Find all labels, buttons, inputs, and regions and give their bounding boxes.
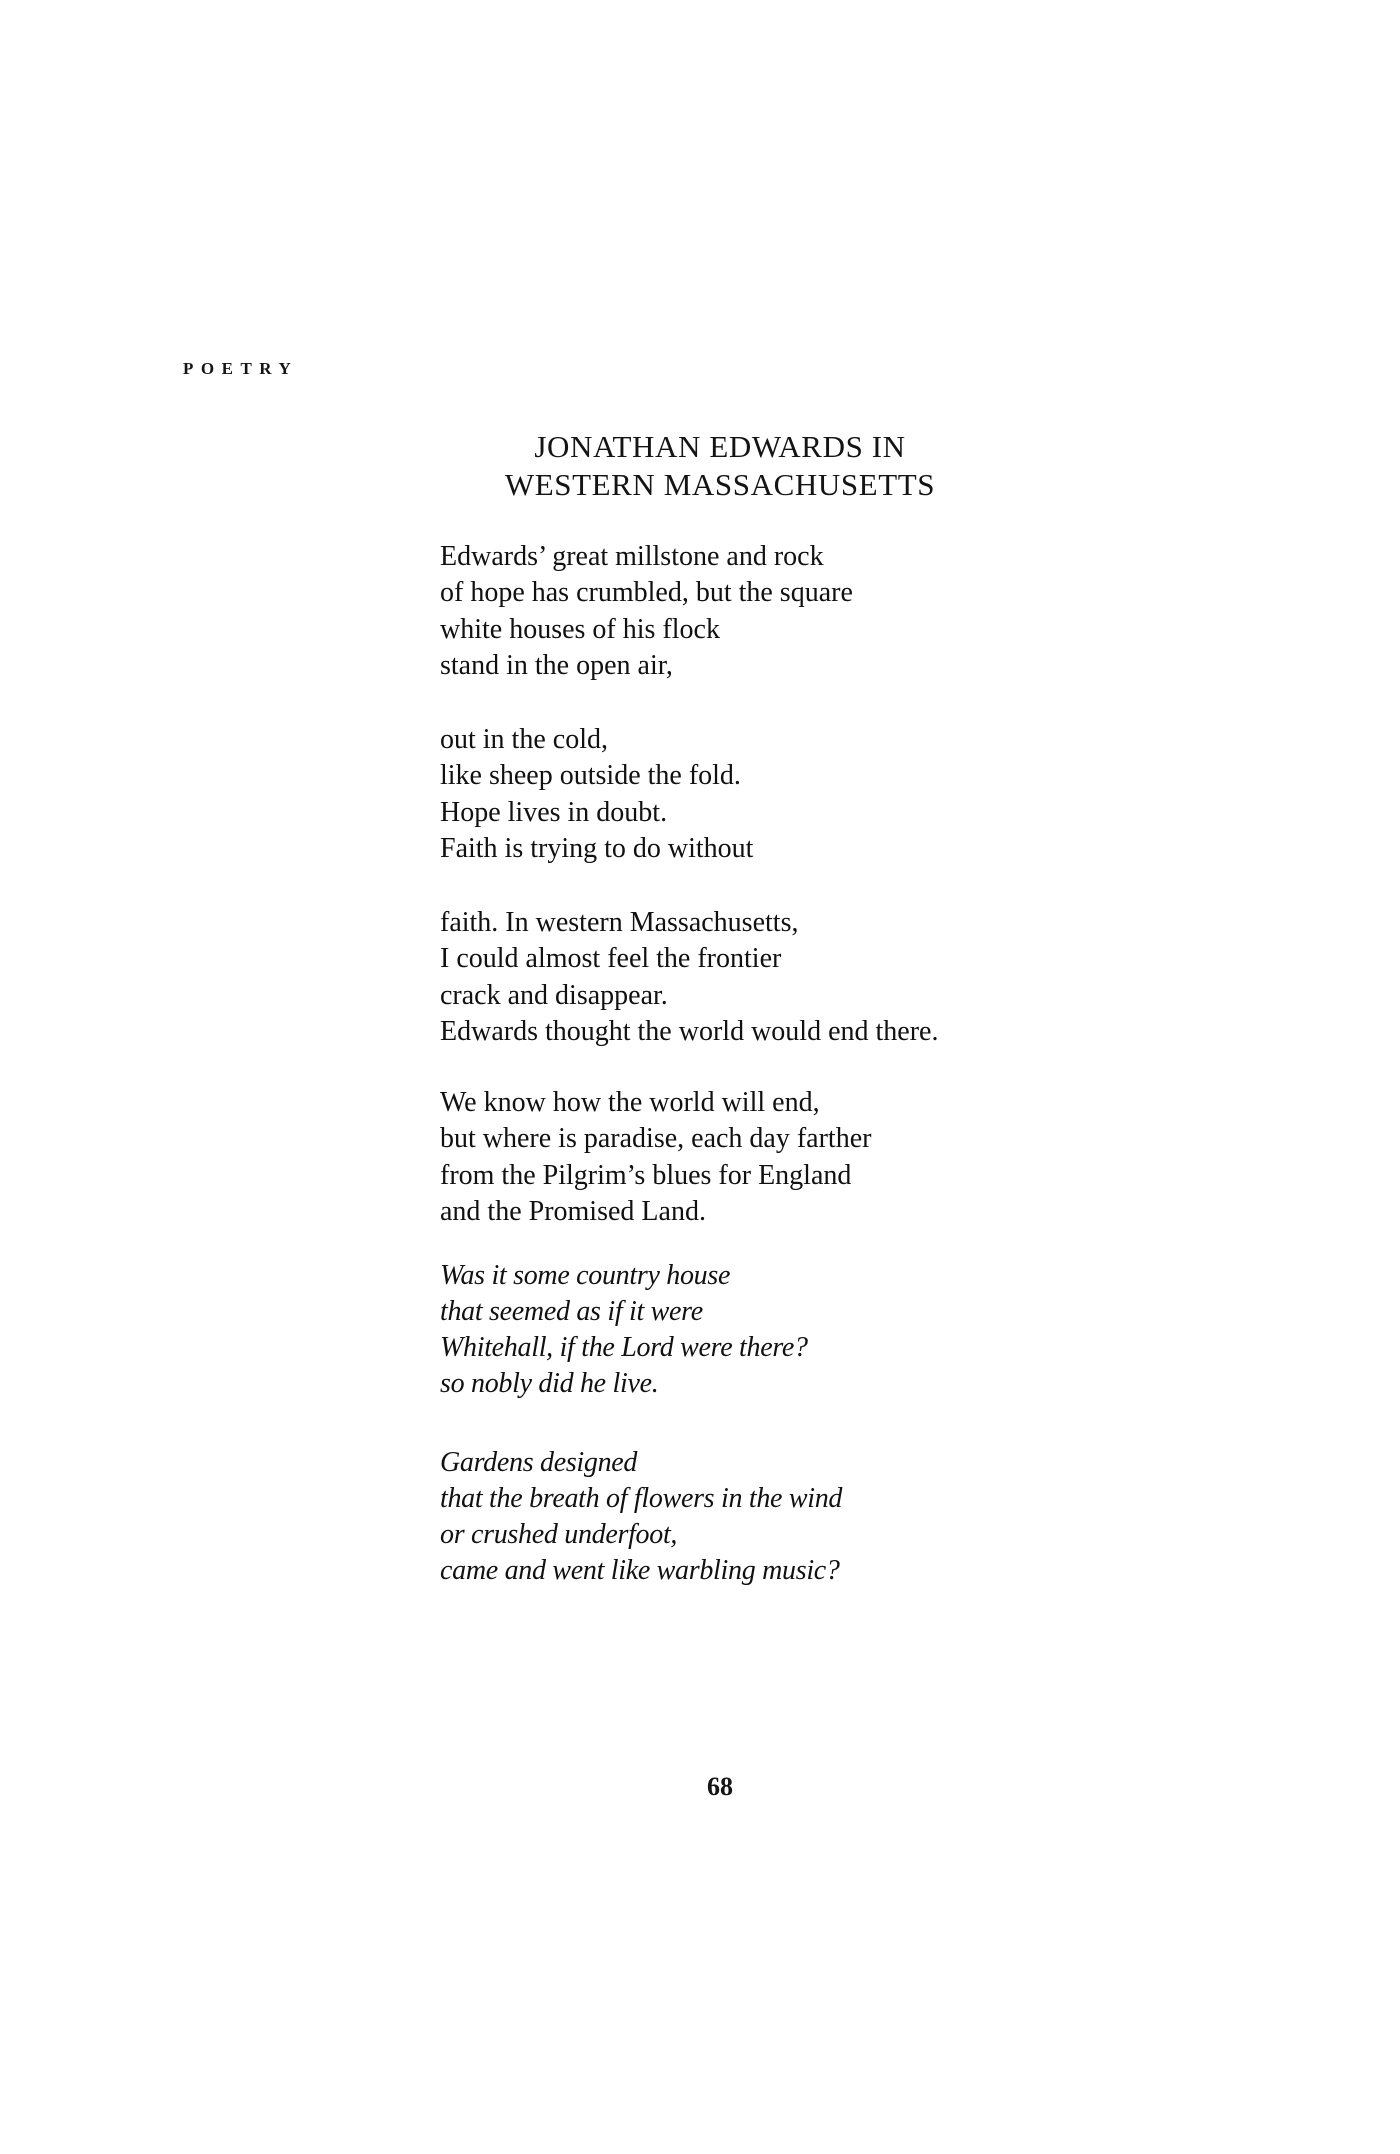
poem-line: I could almost feel the frontier: [440, 943, 782, 975]
poem-title: [420, 428, 1020, 504]
running-head: POETRY: [183, 359, 299, 378]
poem-line: like sheep outside the fold.: [440, 760, 741, 792]
poem-line: stand in the open air,: [440, 649, 673, 681]
poem-line: that seemed as if it were: [440, 1296, 703, 1327]
poem-line: white houses of his flock: [440, 613, 720, 645]
poem-line: from the Pilgrim’s blues for England: [440, 1159, 852, 1191]
poem-line: so nobly did he live.: [440, 1368, 659, 1399]
stanza-4: [440, 1085, 871, 1230]
stanza-5-italic: [440, 1258, 808, 1402]
poem-line: Faith is trying to do without: [440, 832, 754, 864]
poem-line: and the Promised Land.: [440, 1195, 706, 1227]
poem-line: came and went like warbling music?: [440, 1555, 840, 1586]
poem-line: We know how the world will end,: [440, 1087, 820, 1118]
page-number: 68: [707, 1772, 733, 1801]
poem-line: Edwards’ great millstone and rock: [440, 541, 824, 572]
poem-line: but where is paradise, each day farther: [440, 1123, 872, 1155]
stanza-3: [440, 905, 938, 1050]
poem-line: or crushed underfoot,: [440, 1519, 678, 1550]
poem-line: crack and disappear.: [440, 979, 668, 1011]
poem-line: faith. In western Massachusetts,: [440, 907, 799, 938]
stanza-2: [440, 722, 753, 867]
stanza-6-italic: [440, 1445, 842, 1589]
poem-title-line-2: WESTERN MASSACHUSETTS: [504, 467, 936, 502]
poem-line: out in the cold,: [440, 724, 608, 755]
stanza-1: [440, 539, 853, 684]
poem-line: Whitehall, if the Lord were there?: [440, 1332, 808, 1363]
poem-line: Edwards thought the world would end there.: [440, 1015, 939, 1047]
poem-title-line-1: JONATHAN EDWARDS IN: [534, 429, 906, 464]
poem-line: Was it some country house: [440, 1260, 731, 1291]
poem-line: Gardens designed: [440, 1447, 638, 1478]
poem-line: of hope has crumbled, but the square: [440, 577, 853, 609]
poem-line: that the breath of flowers in the wind: [440, 1483, 843, 1514]
poem-line: Hope lives in doubt.: [440, 796, 668, 828]
